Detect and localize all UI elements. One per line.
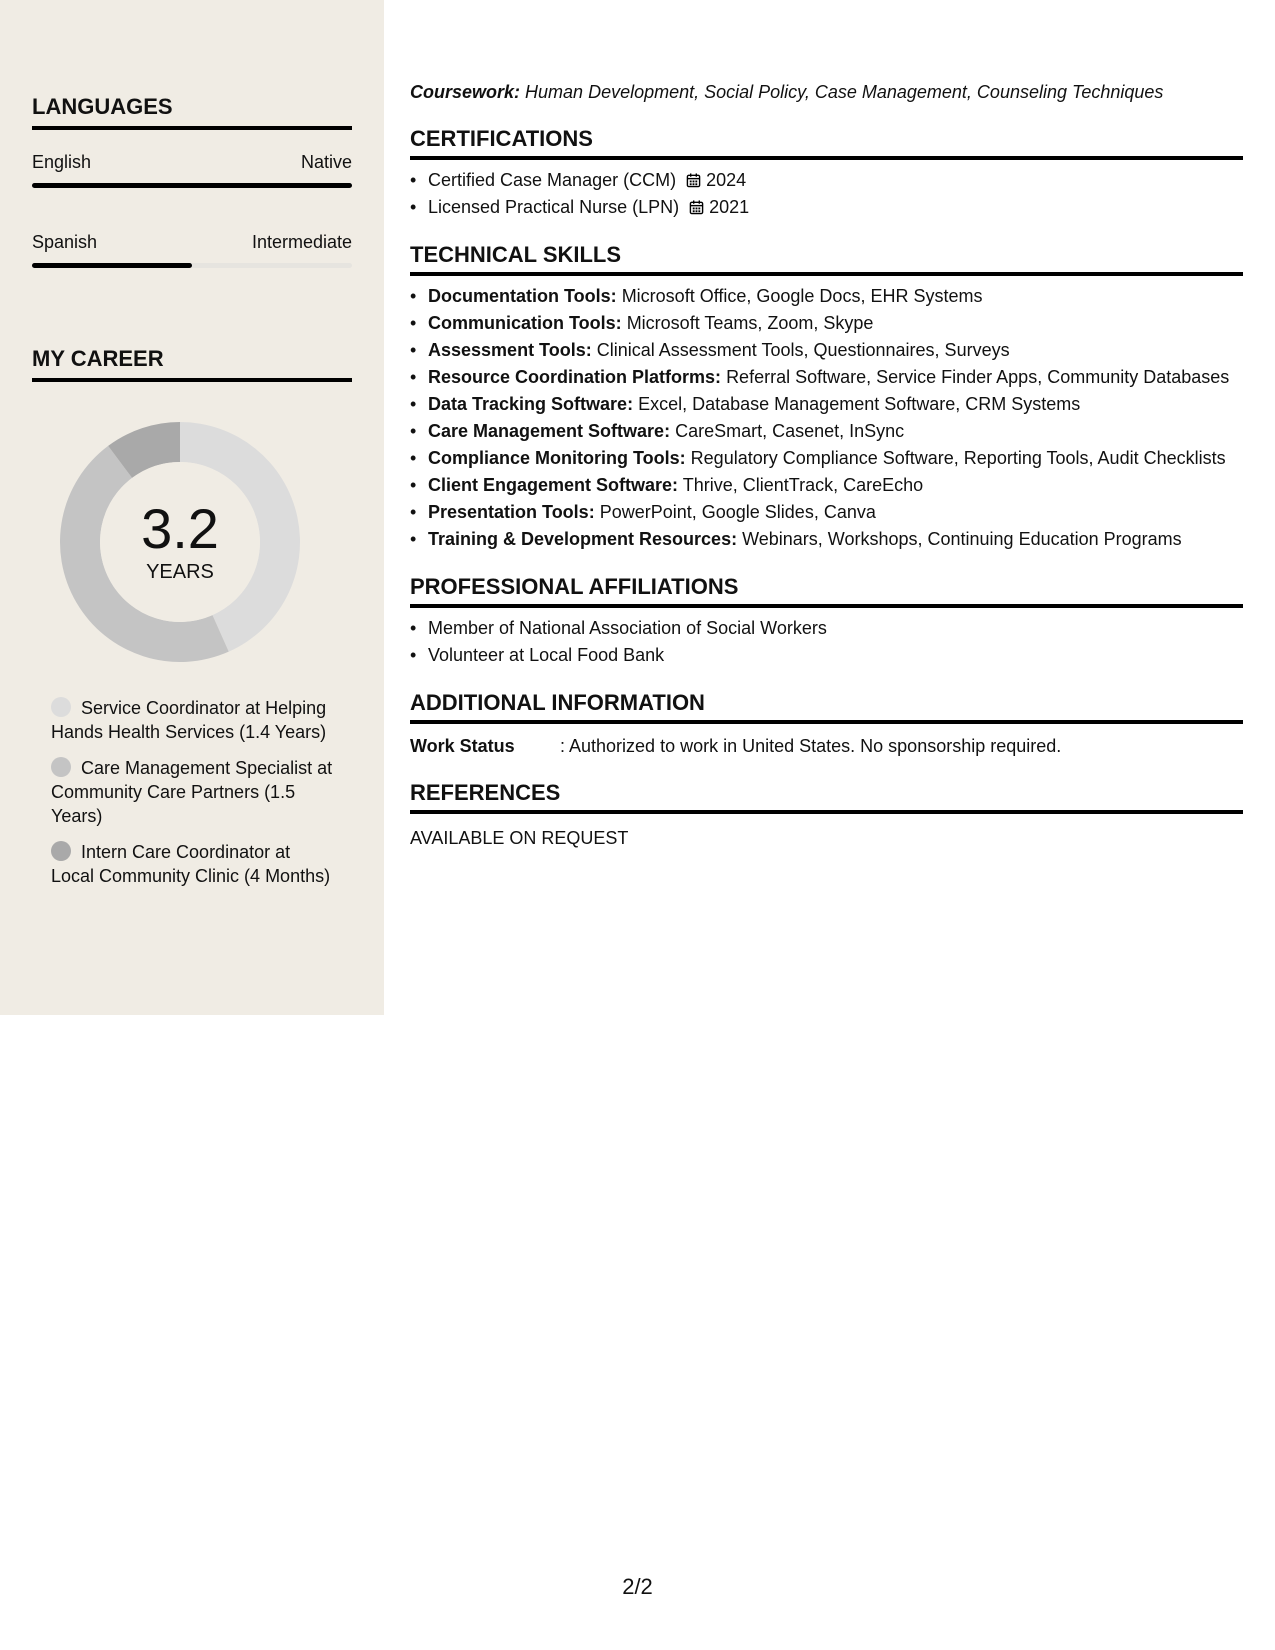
- legend-dot: [51, 841, 71, 861]
- career-heading: MY CAREER: [32, 346, 352, 382]
- skill-label: Assessment Tools:: [428, 340, 592, 360]
- skill-label: Documentation Tools:: [428, 286, 617, 306]
- career-legend-item: [51, 756, 336, 828]
- coursework-label: Coursework:: [410, 82, 521, 102]
- language-level: Native: [300, 152, 352, 172]
- calendar-icon: [689, 200, 704, 215]
- additional-info-heading: ADDITIONAL INFORMATION: [410, 690, 1243, 724]
- affiliations-list: [410, 616, 1243, 668]
- skill-value: PowerPoint, Google Slides, Canva: [599, 502, 876, 522]
- main-content: [410, 80, 1243, 850]
- skill-item: [428, 392, 1243, 417]
- coursework: [410, 80, 1243, 104]
- skill-value: Clinical Assessment Tools, Questionnaires, Surveys: [596, 340, 1010, 360]
- skill-value: CareSmart, Casenet, InSync: [675, 421, 905, 441]
- certification-item: [428, 168, 1243, 193]
- skill-item: [428, 311, 1243, 336]
- skill-item: [428, 446, 1243, 471]
- language-item: [32, 152, 352, 188]
- skill-item: [428, 284, 1243, 309]
- page-number: 2/2: [622, 1574, 653, 1599]
- skill-value: Microsoft Office, Google Docs, EHR Systems: [621, 286, 983, 306]
- coursework-text: Human Development, Social Policy, Case Management, Counseling Techniques: [525, 82, 1164, 102]
- career-legend: [32, 696, 352, 888]
- language-proficiency-fill: [32, 263, 192, 268]
- references-heading: REFERENCES: [410, 780, 1243, 814]
- affiliation-item: • Member of National Association of Social Workers: [428, 616, 1243, 641]
- language-level: Intermediate: [251, 232, 352, 252]
- certification-year: 2024: [706, 170, 747, 190]
- skill-item: [428, 338, 1243, 363]
- work-status-value: : Authorized to work in United States. No sponsorship required.: [560, 736, 1062, 756]
- sidebar-content: [32, 94, 352, 900]
- skill-value: Thrive, ClientTrack, CareEcho: [682, 475, 924, 495]
- skill-label: Presentation Tools:: [428, 502, 595, 522]
- skill-value: Webinars, Workshops, Continuing Education Programs: [742, 529, 1182, 549]
- work-status-row: [410, 734, 1243, 758]
- skill-label: Training & Development Resources:: [428, 529, 738, 549]
- career-legend-item: [51, 696, 336, 744]
- skill-label: Care Management Software:: [428, 421, 671, 441]
- skill-item: [428, 419, 1243, 444]
- skill-label: Communication Tools:: [428, 313, 622, 333]
- work-status-label: Work Status: [410, 736, 515, 756]
- skill-value: Regulatory Compliance Software, Reporting Tools, Audit Checklists: [690, 448, 1226, 468]
- languages-heading: LANGUAGES: [32, 94, 352, 130]
- affiliation-item: • Volunteer at Local Food Bank: [428, 643, 1243, 668]
- skill-label: Compliance Monitoring Tools:: [428, 448, 686, 468]
- skill-item: [428, 527, 1243, 552]
- skill-value: Referral Software, Service Finder Apps, Community Databases: [726, 367, 1230, 387]
- career-legend-label: Care Management Specialist at Community Care Partners (1.5 Years): [51, 758, 333, 826]
- career-total-unit: YEARS: [146, 560, 214, 583]
- career-donut-chart: [60, 422, 300, 662]
- skill-label: Data Tracking Software:: [428, 394, 634, 414]
- calendar-icon: [686, 173, 701, 188]
- career-legend-item: [51, 840, 336, 888]
- career-legend-label: Service Coordinator at Helping Hands Health Services (1.4 Years): [51, 698, 327, 742]
- certification-year: 2021: [709, 197, 750, 217]
- certification-name: Licensed Practical Nurse (LPN): [428, 197, 680, 217]
- legend-dot: [51, 697, 71, 717]
- career-legend-label: Intern Care Coordinator at Local Community Clinic (4 Months): [51, 842, 331, 886]
- affiliations-heading: PROFESSIONAL AFFILIATIONS: [410, 574, 1243, 608]
- language-name: Spanish: [32, 232, 98, 252]
- references-text: AVAILABLE ON REQUEST: [410, 828, 629, 848]
- legend-dot: [51, 757, 71, 777]
- language-proficiency-bar: [32, 263, 352, 268]
- donut-center: [60, 422, 300, 662]
- career-total-years: 3.2: [141, 496, 219, 560]
- language-proficiency-fill: [32, 183, 352, 188]
- language-item: [32, 232, 352, 268]
- language-proficiency-bar: [32, 183, 352, 188]
- skill-label: Client Engagement Software:: [428, 475, 679, 495]
- skill-label: Resource Coordination Platforms:: [428, 367, 722, 387]
- certifications-list: [410, 168, 1243, 220]
- sidebar: [0, 0, 384, 1015]
- skill-item: [428, 500, 1243, 525]
- certification-item: [428, 195, 1243, 220]
- skill-value: Excel, Database Management Software, CRM Systems: [638, 394, 1081, 414]
- skill-value: Microsoft Teams, Zoom, Skype: [626, 313, 874, 333]
- language-name: English: [32, 152, 92, 172]
- skill-item: [428, 473, 1243, 498]
- technical-skills-list: [410, 284, 1243, 552]
- skill-item: [428, 365, 1243, 390]
- certification-name: Certified Case Manager (CCM): [428, 170, 677, 190]
- technical-skills-heading: TECHNICAL SKILLS: [410, 242, 1243, 276]
- certifications-heading: CERTIFICATIONS: [410, 126, 1243, 160]
